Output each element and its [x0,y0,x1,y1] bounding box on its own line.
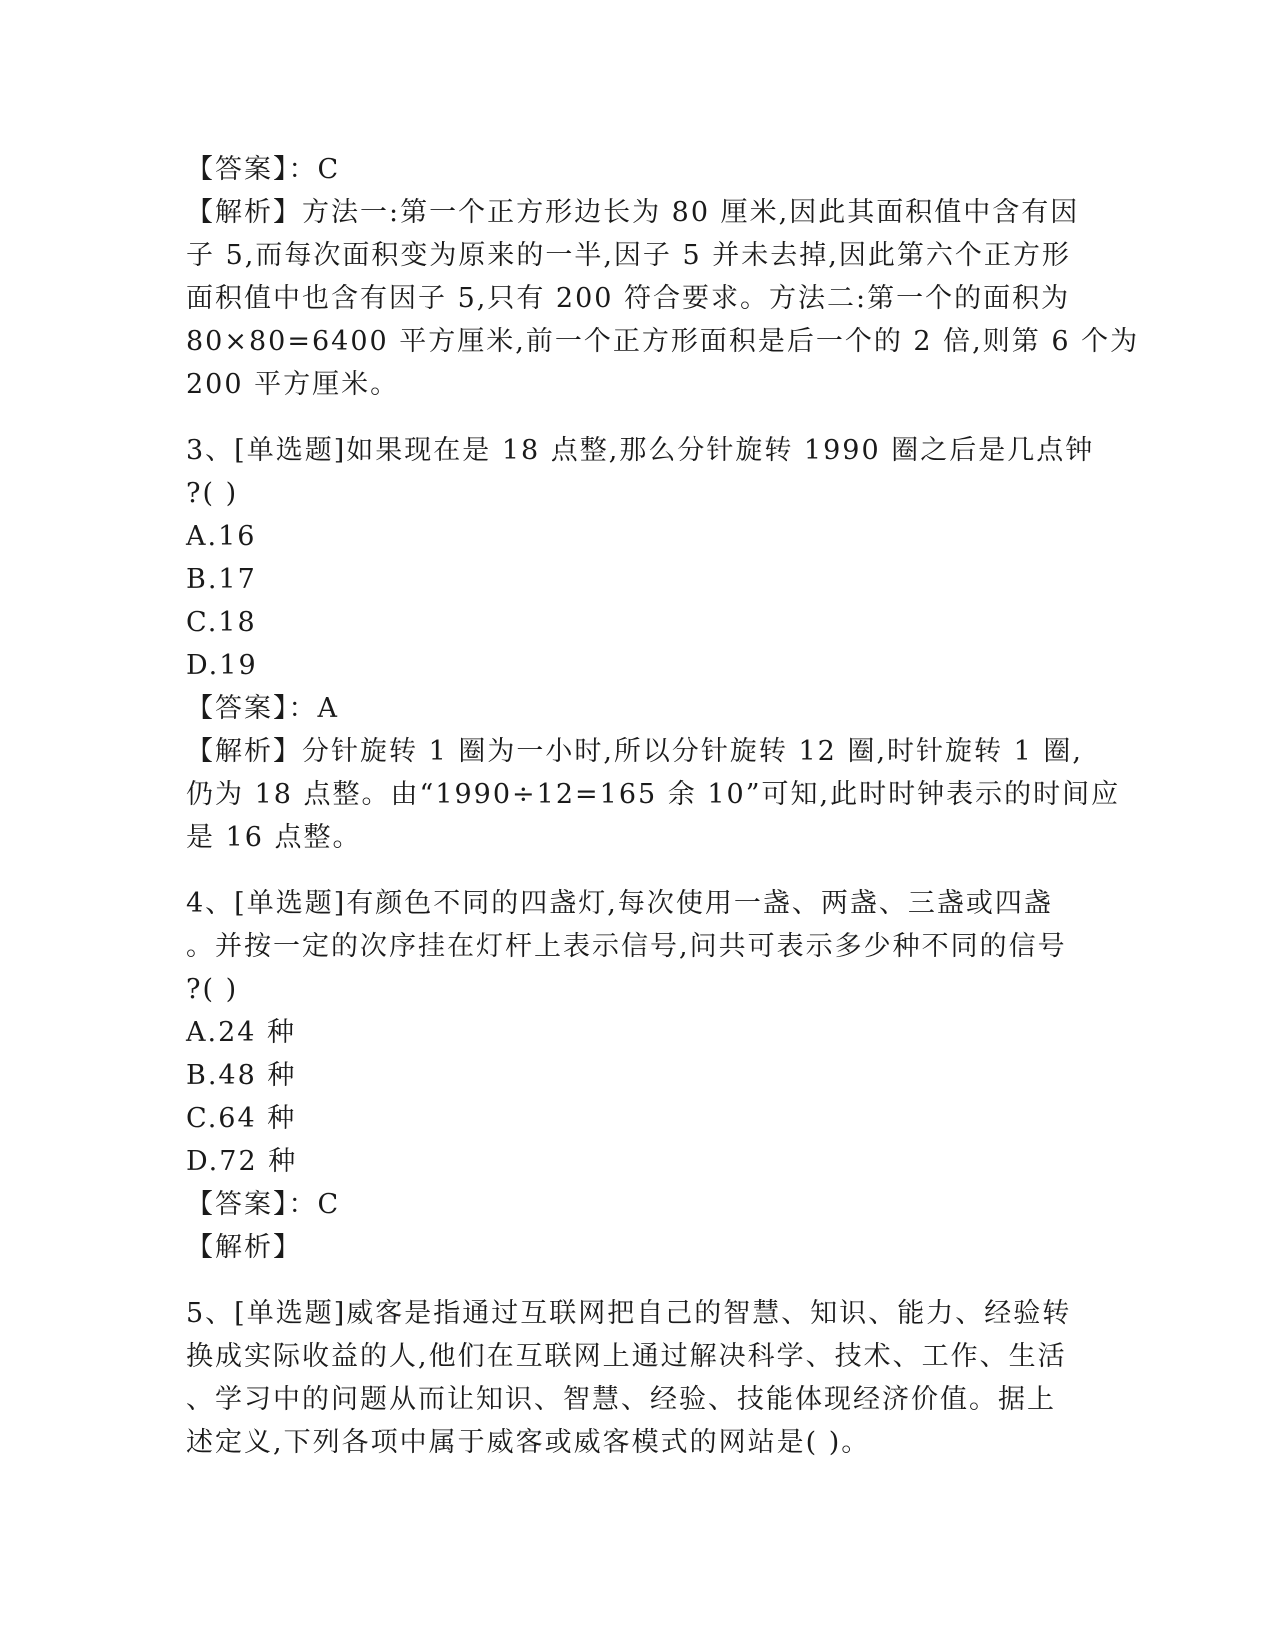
spacer [186,859,1086,882]
spacer [186,1269,1086,1292]
question-2-tail [186,148,1140,406]
question-3 [186,429,1121,859]
question-stem: 5、[单选题]威客是指通过互联网把自己的智慧、知识、能力、经验转 [186,1298,1072,1329]
option-a: A.16 [186,521,257,552]
question-4 [186,882,1086,1269]
option-d: D.19 [186,650,258,681]
question-stem: 4、[单选题]有颜色不同的四盏灯,每次使用一盏、两盏、三盏或四盏 [186,888,1053,919]
answer-line: 【答案】：C [186,154,341,185]
spacer [186,406,1086,429]
explanation-line: 【解析】方法一:第一个正方形边长为 80 厘米,因此其面积值中含有因 [186,197,1080,228]
option-c: C.18 [186,607,257,638]
option-b: B.17 [186,564,257,595]
explanation-line: 80×80=6400 平方厘米,前一个正方形面积是后一个的 2 倍,则第 6 个为 [186,326,1140,357]
question-stem: ?( ) [186,478,239,509]
explanation-line: 面积值中也含有因子 5,只有 200 符合要求。方法二:第一个的面积为 [186,283,1071,314]
question-stem: 、学习中的问题从而让知识、智慧、经验、技能体现经济价值。据上 [186,1384,1056,1415]
question-stem: 述定义,下列各项中属于威客或威客模式的网站是( )。 [186,1427,871,1458]
option-d: D.72 种 [186,1146,298,1177]
answer-line: 【答案】：A [186,693,339,724]
explanation-line: 仍为 18 点整。由“1990÷12=165 余 10”可知,此时时钟表示的时间应 [186,779,1121,810]
option-c: C.64 种 [186,1103,297,1134]
option-a: A.24 种 [186,1017,297,1048]
question-stem: ?( ) [186,974,239,1005]
question-stem: 换成实际收益的人,他们在互联网上通过解决科学、技术、工作、生活 [186,1341,1067,1372]
question-stem: 。并按一定的次序挂在灯杆上表示信号,问共可表示多少种不同的信号 [186,931,1067,962]
explanation-line: 【解析】 [186,1232,302,1263]
explanation-line: 子 5,而每次面积变为原来的一半,因子 5 并未去掉,因此第六个正方形 [186,240,1071,271]
explanation-line: 200 平方厘米。 [186,369,400,400]
answer-line: 【答案】：C [186,1189,341,1220]
explanation-line: 【解析】分针旋转 1 圈为一小时,所以分针旋转 12 圈,时针旋转 1 圈, [186,736,1083,767]
explanation-line: 是 16 点整。 [186,822,362,853]
question-stem: 3、[单选题]如果现在是 18 点整,那么分针旋转 1990 圈之后是几点钟 [186,435,1095,466]
document-page [186,148,1140,1464]
question-5 [186,1292,1086,1464]
option-b: B.48 种 [186,1060,297,1091]
